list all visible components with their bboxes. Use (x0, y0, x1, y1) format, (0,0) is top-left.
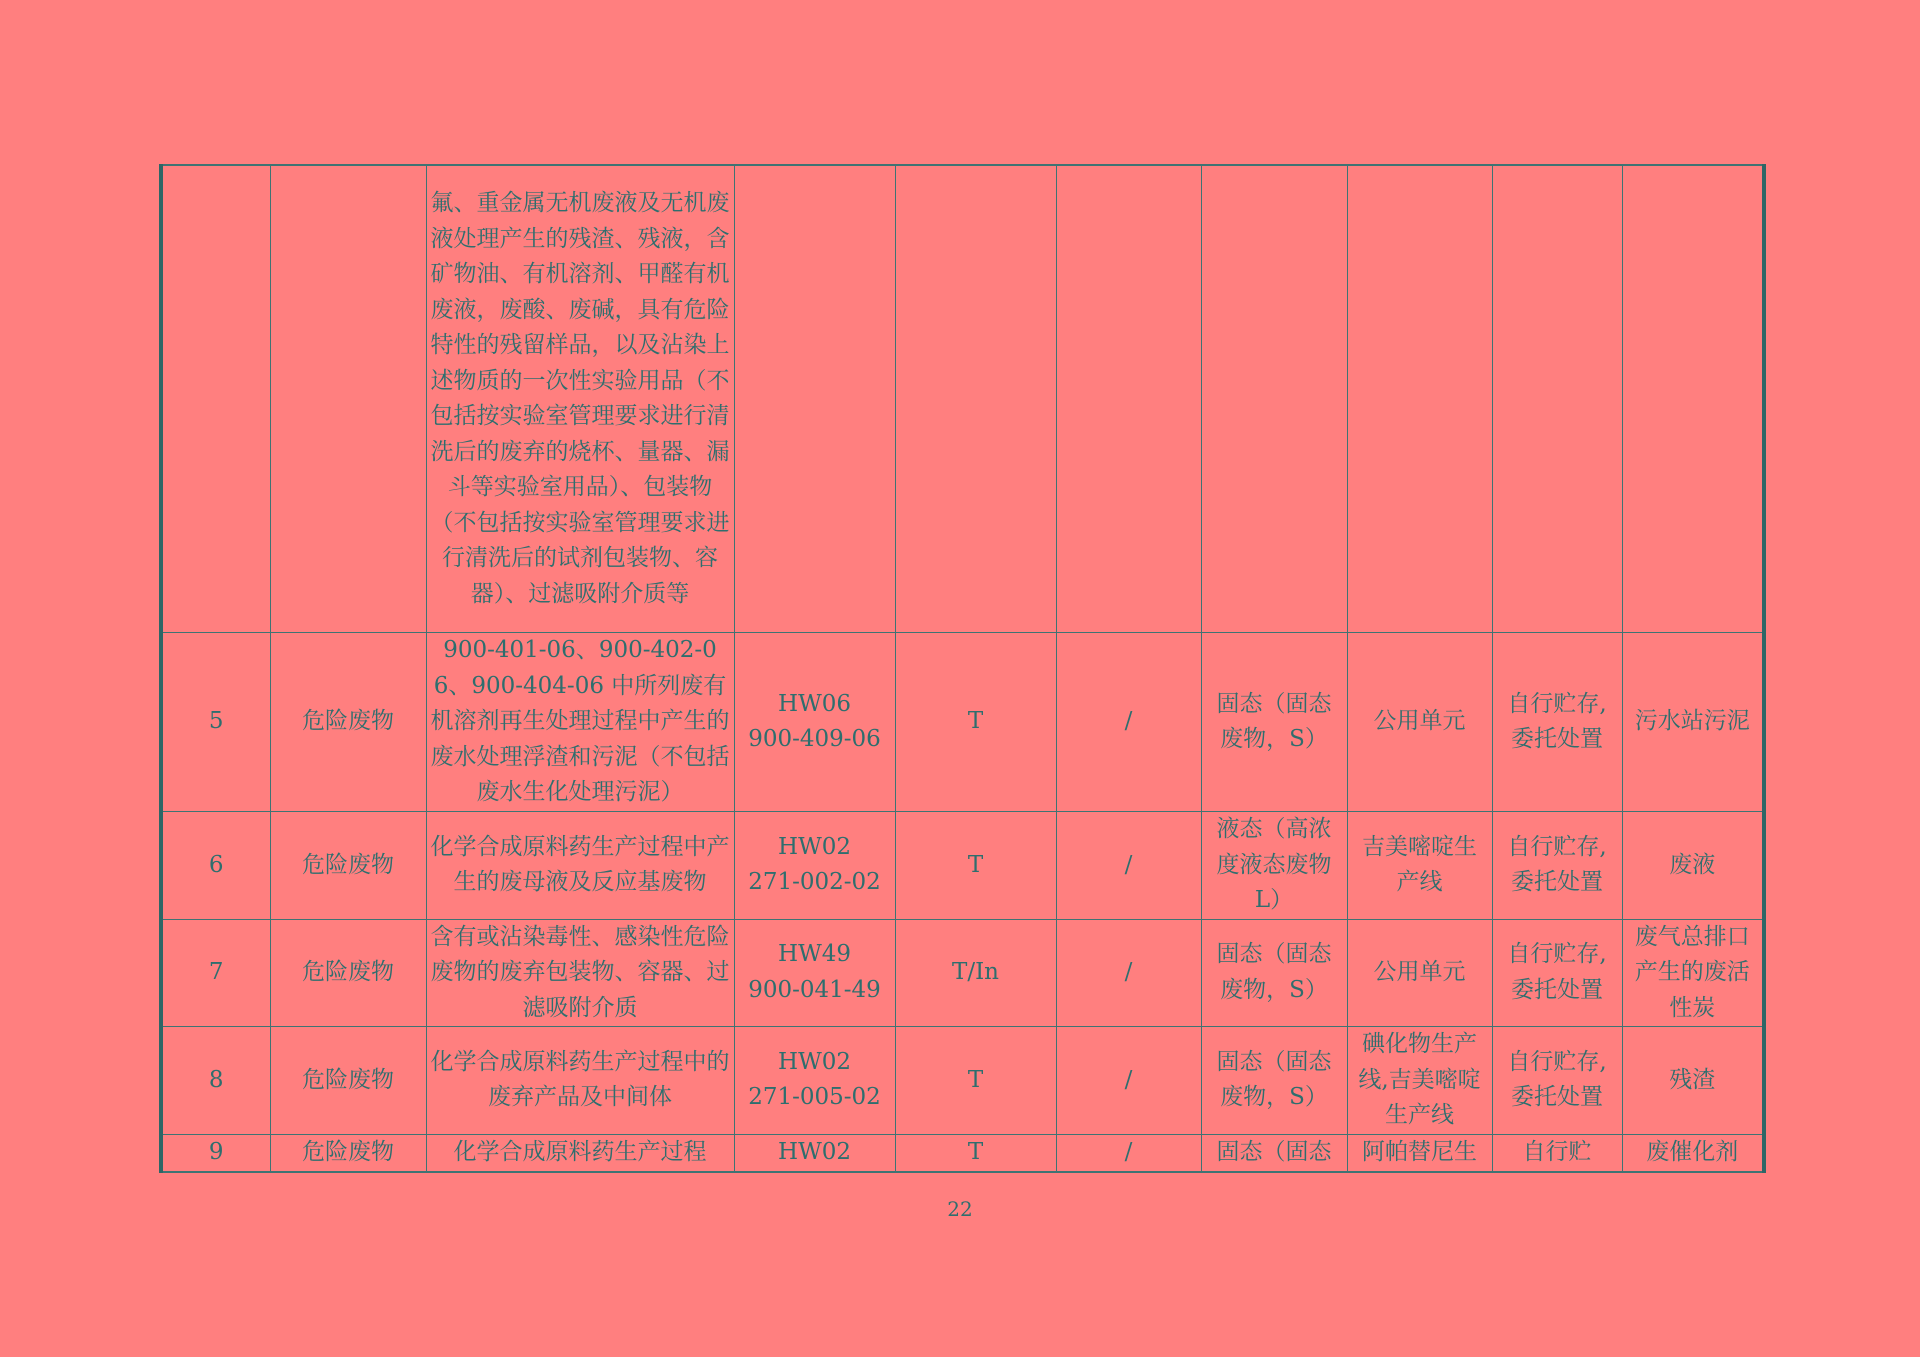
cell-name: 污水站污泥 (1622, 633, 1764, 812)
cell-source: 阿帕替尼生 (1347, 1134, 1492, 1172)
cell-name: 残渣 (1622, 1027, 1764, 1135)
cell-hazard (895, 165, 1056, 633)
cell-description: 化学合成原料药生产过程 (426, 1134, 734, 1172)
cell-code: HW06 900-409-06 (734, 633, 895, 812)
table-row (161, 633, 1764, 812)
cell-form: 固态（固态废物，S） (1201, 919, 1347, 1027)
cell-hazard: T (895, 1027, 1056, 1135)
cell-amount: / (1056, 1134, 1201, 1172)
cell-no: 5 (161, 633, 270, 812)
cell-no: 8 (161, 1027, 270, 1135)
table-row (161, 1027, 1764, 1135)
cell-name: 废气总排口产生的废活性炭 (1622, 919, 1764, 1027)
waste-table (159, 164, 1766, 1173)
table-row (161, 919, 1764, 1027)
cell-code: HW02 271-005-02 (734, 1027, 895, 1135)
cell-description: 氟、重金属无机废液及无机废液处理产生的残渣、残液，含矿物油、有机溶剂、甲醛有机废液，废酸、废碱，具有危险特性的残留样品，以及沾染上述物质的一次性实验用品（不包括按实验室管理要求进行清洗后的废弃的烧杯、量器、漏斗等实验室用品）、包装物（不包括按实验室管理要求进行清洗后的试剂包装物、容器）、过滤吸附介质等 (426, 165, 734, 633)
cell-category: 危险废物 (270, 633, 426, 812)
cell-name (1622, 165, 1764, 633)
cell-description: 含有或沾染毒性、感染性危险废物的废弃包装物、容器、过滤吸附介质 (426, 919, 734, 1027)
cell-category (270, 165, 426, 633)
cell-amount: / (1056, 633, 1201, 812)
cell-form: 固态（固态 (1201, 1134, 1347, 1172)
cell-description: 化学合成原料药生产过程中产生的废母液及反应基废物 (426, 812, 734, 920)
table-row (161, 1134, 1764, 1172)
cell-disposal: 自行贮 (1492, 1134, 1622, 1172)
cell-amount: / (1056, 1027, 1201, 1135)
cell-code: HW49 900-041-49 (734, 919, 895, 1027)
cell-disposal: 自行贮存,委托处置 (1492, 633, 1622, 812)
cell-category: 危险废物 (270, 1134, 426, 1172)
cell-no: 9 (161, 1134, 270, 1172)
cell-category: 危险废物 (270, 812, 426, 920)
cell-disposal: 自行贮存,委托处置 (1492, 812, 1622, 920)
cell-disposal: 自行贮存,委托处置 (1492, 1027, 1622, 1135)
table-row (161, 165, 1764, 633)
cell-no: 7 (161, 919, 270, 1027)
cell-code: HW02 271-002-02 (734, 812, 895, 920)
cell-hazard: T (895, 1134, 1056, 1172)
cell-hazard: T/In (895, 919, 1056, 1027)
page-number: 22 (947, 1197, 973, 1221)
cell-amount: / (1056, 919, 1201, 1027)
cell-hazard: T (895, 633, 1056, 812)
cell-form: 固态（固态废物，S） (1201, 633, 1347, 812)
cell-name: 废催化剂 (1622, 1134, 1764, 1172)
cell-source (1347, 165, 1492, 633)
cell-form: 固态（固态废物，S） (1201, 1027, 1347, 1135)
cell-disposal: 自行贮存,委托处置 (1492, 919, 1622, 1027)
cell-description: 900-401-06、900-402-06、900-404-06 中所列废有机溶剂再生处理过程中产生的废水处理浮渣和污泥（不包括废水生化处理污泥） (426, 633, 734, 812)
cell-source: 吉美嘧啶生产线 (1347, 812, 1492, 920)
cell-source: 公用单元 (1347, 633, 1492, 812)
table-row (161, 812, 1764, 920)
cell-category: 危险废物 (270, 919, 426, 1027)
cell-form: 液态（高浓度液态废物L） (1201, 812, 1347, 920)
cell-code (734, 165, 895, 633)
cell-hazard: T (895, 812, 1056, 920)
cell-description: 化学合成原料药生产过程中的废弃产品及中间体 (426, 1027, 734, 1135)
cell-code: HW02 (734, 1134, 895, 1172)
cell-disposal (1492, 165, 1622, 633)
cell-amount (1056, 165, 1201, 633)
cell-category: 危险废物 (270, 1027, 426, 1135)
cell-no: 6 (161, 812, 270, 920)
cell-source: 公用单元 (1347, 919, 1492, 1027)
cell-no (161, 165, 270, 633)
cell-source: 碘化物生产线,吉美嘧啶生产线 (1347, 1027, 1492, 1135)
cell-name: 废液 (1622, 812, 1764, 920)
cell-form (1201, 165, 1347, 633)
cell-amount: / (1056, 812, 1201, 920)
